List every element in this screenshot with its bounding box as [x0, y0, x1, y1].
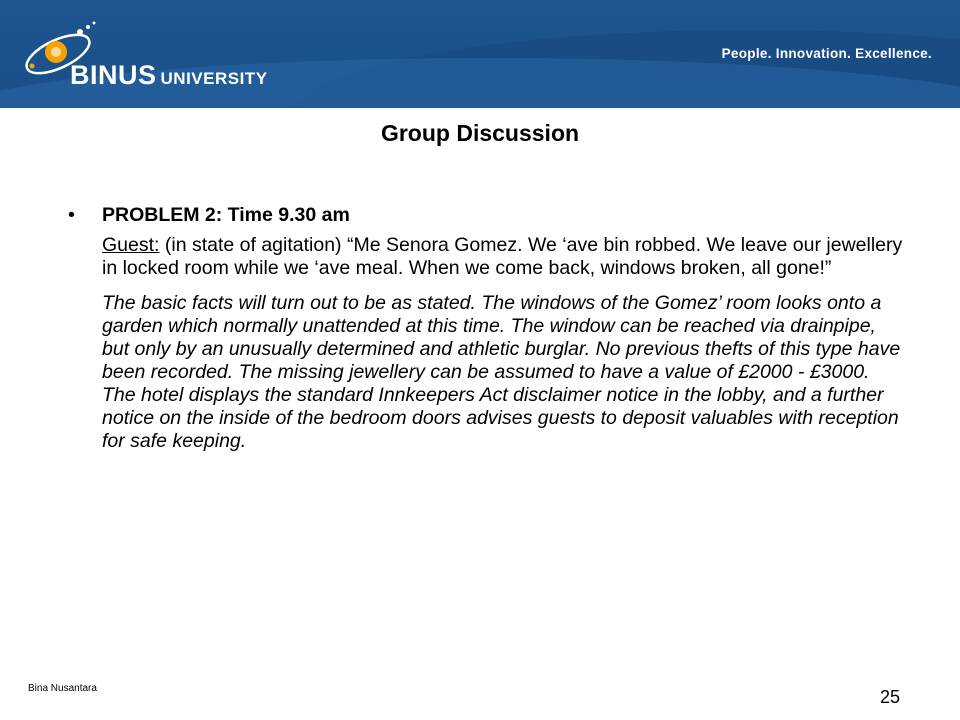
problem-heading: PROBLEM 2: Time 9.30 am: [102, 204, 350, 226]
footer-source: Bina Nusantara: [28, 683, 97, 694]
facts-paragraph: The basic facts will turn out to be as stated. The windows of the Gomez’ room looks onto a garden which normally unattended at this time. The window can be reached via drainpipe, but only by an unusually determined and athletic burglar. No previous thefts of this type have been recorded. The missing jewellery can be assumed to have a value of £2000 - £3000. The hotel displays the standard Innkeepers Act disclaimer notice in the lobby, and a further notice on the inside of the bedroom doors advises guests to deposit valuables with reception for safe keeping.: [102, 292, 901, 452]
guest-label: Guest:: [102, 234, 160, 256]
bullet-dot-icon: •: [68, 204, 75, 226]
guest-text: (in state of agitation) “Me Senora Gomez. We ‘ave bin robbed. We leave our jewellery in locked room while we ‘ave meal. When we come back, windows broken, all gone!”: [102, 234, 903, 279]
logo-wordmark: [70, 60, 268, 91]
logo-wordmark-primary: BINUS: [70, 60, 157, 90]
logo-wordmark-secondary: UNIVERSITY: [160, 69, 268, 88]
header-banner: [0, 0, 960, 108]
slide-title: Group Discussion: [380, 120, 580, 146]
page-number: 25: [880, 687, 901, 707]
bullet-item: [68, 204, 908, 453]
slide-content: [68, 204, 908, 453]
guest-quote: [102, 234, 908, 280]
tagline: People. Innovation. Excellence.: [721, 46, 932, 61]
